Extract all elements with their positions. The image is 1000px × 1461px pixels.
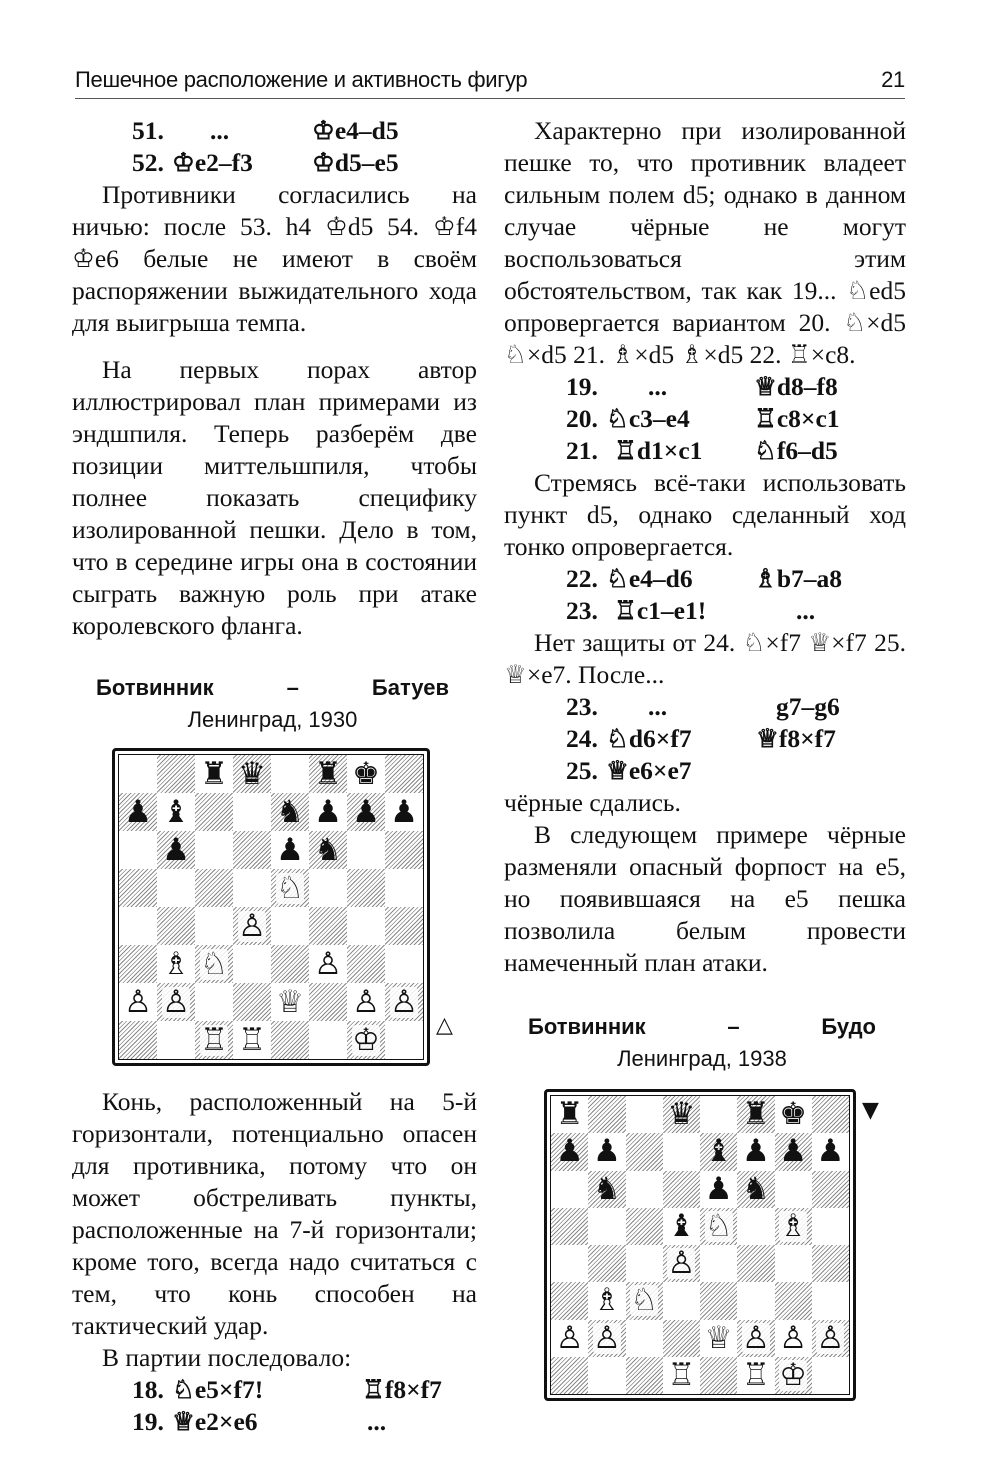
square-h6 bbox=[385, 831, 423, 869]
white-knight-icon: ♘ bbox=[630, 1282, 659, 1319]
square-h1 bbox=[812, 1357, 849, 1394]
black-move: g7–g6 bbox=[776, 692, 840, 721]
square-h5 bbox=[812, 1208, 849, 1245]
chapter-title: Пешечное расположение и активность фигур bbox=[75, 67, 528, 92]
square-g7 bbox=[347, 793, 385, 831]
square-e2 bbox=[700, 1320, 737, 1357]
square-d4 bbox=[663, 1245, 700, 1282]
square-h3 bbox=[812, 1282, 849, 1319]
move-row bbox=[566, 435, 906, 467]
white-pawn-icon: ♙ bbox=[352, 983, 380, 1020]
square-a3 bbox=[119, 945, 157, 983]
game-place: Ленинград, 1938 bbox=[617, 1046, 787, 1071]
black-rook-icon: ♜ bbox=[555, 1096, 584, 1133]
paragraph: Конь, расположенный на 5-й горизонтали, потенциально опасен для противника, потому что он может обстреливать пункты, расположенные на 7-й горизонтали; кроме того, всегда надо считаться с тем, что конь способен на тактический удар. bbox=[72, 1087, 477, 1340]
white-pawn-icon: ♙ bbox=[741, 1319, 770, 1356]
move-list bbox=[504, 563, 906, 627]
square-b8 bbox=[588, 1096, 625, 1133]
white-pawn-icon: ♙ bbox=[390, 983, 418, 1020]
white-queen-icon: ♕ bbox=[704, 1319, 733, 1356]
white-pawn-icon: ♙ bbox=[592, 1319, 621, 1356]
black-king-icon: ♚ bbox=[352, 755, 380, 792]
move-number: 19. bbox=[566, 372, 598, 401]
square-f7 bbox=[737, 1133, 774, 1170]
square-b1 bbox=[588, 1357, 625, 1394]
white-king-icon: ♔ bbox=[352, 1021, 380, 1058]
white-move: ♖d1×c1 bbox=[614, 436, 703, 465]
square-h1 bbox=[385, 1021, 423, 1059]
paragraph: чёрные сдались. bbox=[504, 788, 681, 817]
black-move: ♕f8×f7 bbox=[756, 724, 836, 753]
square-d5 bbox=[663, 1208, 700, 1245]
white-bishop-icon: ♗ bbox=[592, 1282, 621, 1319]
black-knight-icon: ♞ bbox=[314, 831, 342, 868]
white-pawn-icon: ♙ bbox=[314, 945, 342, 982]
square-a7 bbox=[551, 1133, 588, 1170]
move-list bbox=[72, 115, 477, 179]
move-list bbox=[504, 371, 906, 467]
white-move: ♘e5×f7! bbox=[172, 1375, 264, 1404]
black-pawn-icon: ♟ bbox=[314, 793, 342, 830]
white-knight-icon: ♘ bbox=[704, 1207, 733, 1244]
square-a1 bbox=[119, 1021, 157, 1059]
square-g6 bbox=[347, 831, 385, 869]
black-bishop-icon: ♝ bbox=[704, 1133, 733, 1170]
square-h4 bbox=[385, 907, 423, 945]
black-move: ♔d5–e5 bbox=[312, 148, 399, 177]
square-d3 bbox=[663, 1282, 700, 1319]
black-move: ♔e4–d5 bbox=[312, 116, 399, 145]
square-a5 bbox=[551, 1208, 588, 1245]
paragraph: Противники согласились на ничью: после 53. h4 ♔d5 54. ♔f4 ♔e6 белые не имеют в своём распоряжении выжидательного хода для выигрыша темпа. bbox=[72, 180, 477, 337]
square-f1 bbox=[737, 1357, 774, 1394]
move-row bbox=[566, 563, 906, 595]
black-rook-icon: ♜ bbox=[314, 755, 342, 792]
move-row bbox=[132, 1374, 477, 1406]
square-g5 bbox=[775, 1208, 812, 1245]
white-move: ♖c1–e1! bbox=[614, 596, 707, 625]
black-queen-icon: ♛ bbox=[238, 755, 266, 792]
square-d3 bbox=[233, 945, 271, 983]
white-move: ... bbox=[648, 692, 668, 721]
move-list bbox=[72, 1374, 477, 1438]
black-pawn-icon: ♟ bbox=[276, 831, 304, 868]
black-pawn-icon: ♟ bbox=[779, 1133, 808, 1170]
black-move: ♖f8×f7 bbox=[362, 1375, 442, 1404]
move-number: 23. bbox=[566, 692, 598, 721]
square-d5 bbox=[233, 869, 271, 907]
white-pawn-icon: ♙ bbox=[667, 1245, 696, 1282]
square-h2 bbox=[385, 983, 423, 1021]
square-d4 bbox=[233, 907, 271, 945]
square-c7 bbox=[626, 1133, 663, 1170]
white-to-move-marker: △ bbox=[436, 1013, 453, 1038]
paragraph: Нет защиты от 24. ♘×f7 ♕×f7 25. ♕×e7. После... bbox=[504, 628, 906, 689]
black-pawn-icon: ♟ bbox=[592, 1133, 621, 1170]
square-f7 bbox=[309, 793, 347, 831]
move-row bbox=[566, 755, 906, 787]
black-move: ... bbox=[796, 596, 816, 625]
paragraph: В следующем примере чёрные разменяли опасный форпост на e5, но появившаяся на e5 пешка позволила белым провести намеченный план атаки. bbox=[504, 820, 906, 977]
square-a2 bbox=[119, 983, 157, 1021]
square-b7 bbox=[588, 1133, 625, 1170]
square-b4 bbox=[588, 1245, 625, 1282]
black-bishop-icon: ♝ bbox=[162, 793, 190, 830]
square-f4 bbox=[737, 1245, 774, 1282]
square-f3 bbox=[737, 1282, 774, 1319]
square-b8 bbox=[157, 755, 195, 793]
square-g5 bbox=[347, 869, 385, 907]
move-number: 51. bbox=[132, 116, 164, 145]
move-number: 20. bbox=[566, 404, 598, 433]
white-move: ♘d6×f7 bbox=[606, 724, 692, 753]
white-rook-icon: ♖ bbox=[741, 1356, 770, 1393]
square-g4 bbox=[347, 907, 385, 945]
square-c3 bbox=[195, 945, 233, 983]
square-c7 bbox=[195, 793, 233, 831]
white-rook-icon: ♖ bbox=[667, 1356, 696, 1393]
black-move: ... bbox=[367, 1407, 387, 1436]
square-f4 bbox=[309, 907, 347, 945]
dash: – bbox=[727, 1014, 740, 1039]
square-c3 bbox=[626, 1282, 663, 1319]
board-grid bbox=[550, 1095, 850, 1395]
dash: – bbox=[286, 675, 299, 700]
square-h2 bbox=[812, 1320, 849, 1357]
square-h8 bbox=[812, 1096, 849, 1133]
square-g7 bbox=[775, 1133, 812, 1170]
chess-diagram bbox=[544, 1089, 856, 1401]
square-b4 bbox=[157, 907, 195, 945]
square-e6 bbox=[700, 1171, 737, 1208]
square-g6 bbox=[775, 1171, 812, 1208]
square-b5 bbox=[157, 869, 195, 907]
square-f6 bbox=[309, 831, 347, 869]
black-player: Будо bbox=[821, 1014, 876, 1039]
square-e1 bbox=[700, 1357, 737, 1394]
move-row bbox=[132, 115, 477, 147]
white-move: ... bbox=[648, 372, 668, 401]
square-c5 bbox=[195, 869, 233, 907]
square-c8 bbox=[626, 1096, 663, 1133]
square-a8 bbox=[119, 755, 157, 793]
paragraph: Характерно при изолированной пешке то, что противник владеет сильным полем d5; однако в данном случае чёрные не могут воспользоваться этим обстоятельством, так как 19... ♘ed5 опровергается вариантом 20. ♘×d5 ♘×d5 21. ♗×d5 ♗×d5 22. ♖×c8. bbox=[504, 116, 906, 369]
square-f3 bbox=[309, 945, 347, 983]
square-f2 bbox=[737, 1320, 774, 1357]
square-c4 bbox=[195, 907, 233, 945]
move-number: 21. bbox=[566, 436, 598, 465]
running-header bbox=[75, 64, 905, 99]
black-knight-icon: ♞ bbox=[741, 1170, 770, 1207]
square-e4 bbox=[271, 907, 309, 945]
square-d8 bbox=[233, 755, 271, 793]
black-move: ♖c8×c1 bbox=[754, 404, 840, 433]
black-pawn-icon: ♟ bbox=[704, 1170, 733, 1207]
black-pawn-icon: ♟ bbox=[390, 793, 418, 830]
square-f5 bbox=[737, 1208, 774, 1245]
square-a2 bbox=[551, 1320, 588, 1357]
white-rook-icon: ♖ bbox=[200, 1021, 228, 1058]
white-pawn-icon: ♙ bbox=[124, 983, 152, 1020]
black-rook-icon: ♜ bbox=[200, 755, 228, 792]
square-e3 bbox=[700, 1282, 737, 1319]
black-pawn-icon: ♟ bbox=[816, 1133, 845, 1170]
square-b1 bbox=[157, 1021, 195, 1059]
square-e7 bbox=[271, 793, 309, 831]
black-knight-icon: ♞ bbox=[592, 1170, 621, 1207]
move-row bbox=[132, 147, 477, 179]
square-d6 bbox=[233, 831, 271, 869]
square-a4 bbox=[119, 907, 157, 945]
square-b3 bbox=[157, 945, 195, 983]
square-c2 bbox=[195, 983, 233, 1021]
square-c1 bbox=[195, 1021, 233, 1059]
square-g3 bbox=[775, 1282, 812, 1319]
game-place: Ленинград, 1930 bbox=[187, 707, 358, 732]
square-e5 bbox=[700, 1208, 737, 1245]
square-g2 bbox=[347, 983, 385, 1021]
white-player: Ботвинник bbox=[96, 675, 214, 700]
black-move: ♗b7–a8 bbox=[754, 564, 843, 593]
move-number: 52. bbox=[132, 148, 164, 177]
white-player: Ботвинник bbox=[528, 1014, 646, 1039]
move-row bbox=[566, 595, 906, 627]
move-row bbox=[132, 1406, 477, 1438]
square-f2 bbox=[309, 983, 347, 1021]
white-move: ♘e4–d6 bbox=[606, 564, 693, 593]
square-e6 bbox=[271, 831, 309, 869]
square-b3 bbox=[588, 1282, 625, 1319]
square-h7 bbox=[385, 793, 423, 831]
square-a8 bbox=[551, 1096, 588, 1133]
move-number: 25. bbox=[566, 756, 598, 785]
white-knight-icon: ♘ bbox=[200, 945, 228, 982]
white-move: ♔e2–f3 bbox=[172, 148, 253, 177]
square-g8 bbox=[775, 1096, 812, 1133]
square-d1 bbox=[233, 1021, 271, 1059]
square-c5 bbox=[626, 1208, 663, 1245]
move-row bbox=[566, 723, 906, 755]
white-bishop-icon: ♗ bbox=[162, 945, 190, 982]
board-grid bbox=[118, 754, 424, 1060]
white-pawn-icon: ♙ bbox=[238, 907, 266, 944]
paragraph: Стремясь всё-таки использовать пункт d5, однако сделанный ход тонко опровергается. bbox=[504, 468, 906, 561]
square-g1 bbox=[775, 1357, 812, 1394]
left-column bbox=[72, 115, 477, 1438]
square-c2 bbox=[626, 1320, 663, 1357]
square-b2 bbox=[588, 1320, 625, 1357]
square-d1 bbox=[663, 1357, 700, 1394]
square-c6 bbox=[195, 831, 233, 869]
square-e8 bbox=[271, 755, 309, 793]
paragraph: На первых порах автор иллюстрировал план примерами из эндшпиля. Теперь разберём две позиции миттельшпиля, чтобы полнее показать специфику изолированной пешки. Дело в том, что в середине игры она в состоянии сыграть важную роль при атаке королевского фланга. bbox=[72, 355, 477, 640]
move-number: 18. bbox=[132, 1375, 164, 1404]
square-e1 bbox=[271, 1021, 309, 1059]
move-number: 24. bbox=[566, 724, 598, 753]
square-f8 bbox=[737, 1096, 774, 1133]
white-move: ♘c3–e4 bbox=[606, 404, 690, 433]
right-column bbox=[504, 115, 906, 1401]
move-row bbox=[566, 371, 906, 403]
black-pawn-icon: ♟ bbox=[555, 1133, 584, 1170]
black-rook-icon: ♜ bbox=[741, 1096, 770, 1133]
square-a7 bbox=[119, 793, 157, 831]
square-c1 bbox=[626, 1357, 663, 1394]
white-queen-icon: ♕ bbox=[276, 983, 304, 1020]
move-number: 23. bbox=[566, 596, 598, 625]
square-d8 bbox=[663, 1096, 700, 1133]
square-h6 bbox=[812, 1171, 849, 1208]
square-f5 bbox=[309, 869, 347, 907]
square-a3 bbox=[551, 1282, 588, 1319]
black-pawn-icon: ♟ bbox=[352, 793, 380, 830]
square-b2 bbox=[157, 983, 195, 1021]
square-d7 bbox=[663, 1133, 700, 1170]
square-d2 bbox=[233, 983, 271, 1021]
square-e4 bbox=[700, 1245, 737, 1282]
square-h7 bbox=[812, 1133, 849, 1170]
square-c8 bbox=[195, 755, 233, 793]
square-h8 bbox=[385, 755, 423, 793]
square-d6 bbox=[663, 1171, 700, 1208]
square-a6 bbox=[119, 831, 157, 869]
black-pawn-icon: ♟ bbox=[162, 831, 190, 868]
game-header bbox=[72, 672, 477, 736]
page-number: 21 bbox=[881, 67, 905, 92]
white-move: ♕e2×e6 bbox=[172, 1407, 258, 1436]
white-pawn-icon: ♙ bbox=[555, 1319, 584, 1356]
square-a5 bbox=[119, 869, 157, 907]
move-row bbox=[566, 403, 906, 435]
square-e5 bbox=[271, 869, 309, 907]
move-list bbox=[504, 691, 906, 787]
square-b6 bbox=[588, 1171, 625, 1208]
move-number: 19. bbox=[132, 1407, 164, 1436]
black-knight-icon: ♞ bbox=[276, 793, 304, 830]
square-h4 bbox=[812, 1245, 849, 1282]
square-b6 bbox=[157, 831, 195, 869]
square-a4 bbox=[551, 1245, 588, 1282]
black-king-icon: ♚ bbox=[779, 1096, 808, 1133]
black-player: Батуев bbox=[371, 675, 449, 700]
square-g2 bbox=[775, 1320, 812, 1357]
square-h3 bbox=[385, 945, 423, 983]
square-d7 bbox=[233, 793, 271, 831]
square-e7 bbox=[700, 1133, 737, 1170]
square-d2 bbox=[663, 1320, 700, 1357]
square-g3 bbox=[347, 945, 385, 983]
white-king-icon: ♔ bbox=[779, 1356, 808, 1393]
square-g1 bbox=[347, 1021, 385, 1059]
chess-diagram bbox=[112, 748, 430, 1066]
black-pawn-icon: ♟ bbox=[741, 1133, 770, 1170]
square-b5 bbox=[588, 1208, 625, 1245]
square-b7 bbox=[157, 793, 195, 831]
square-h5 bbox=[385, 869, 423, 907]
square-f6 bbox=[737, 1171, 774, 1208]
black-move: ♕d8–f8 bbox=[754, 372, 838, 401]
move-row bbox=[566, 691, 906, 723]
white-pawn-icon: ♙ bbox=[162, 983, 190, 1020]
square-f1 bbox=[309, 1021, 347, 1059]
move-number: 22. bbox=[566, 564, 598, 593]
white-rook-icon: ♖ bbox=[238, 1021, 266, 1058]
white-move: ... bbox=[210, 116, 230, 145]
square-e8 bbox=[700, 1096, 737, 1133]
square-c4 bbox=[626, 1245, 663, 1282]
white-knight-icon: ♘ bbox=[276, 869, 304, 906]
white-pawn-icon: ♙ bbox=[816, 1319, 845, 1356]
black-to-move-marker: ▼ bbox=[862, 1098, 879, 1123]
black-move: ♘f6–d5 bbox=[754, 436, 838, 465]
square-c6 bbox=[626, 1171, 663, 1208]
square-f8 bbox=[309, 755, 347, 793]
square-g8 bbox=[347, 755, 385, 793]
square-a1 bbox=[551, 1357, 588, 1394]
game-header bbox=[504, 1011, 906, 1075]
white-move: ♕e6×e7 bbox=[606, 756, 692, 785]
square-e3 bbox=[271, 945, 309, 983]
white-bishop-icon: ♗ bbox=[779, 1207, 808, 1244]
square-g4 bbox=[775, 1245, 812, 1282]
paragraph: В партии последовало: bbox=[102, 1343, 352, 1372]
square-e2 bbox=[271, 983, 309, 1021]
black-queen-icon: ♛ bbox=[667, 1096, 696, 1133]
black-pawn-icon: ♟ bbox=[124, 793, 152, 830]
square-a6 bbox=[551, 1171, 588, 1208]
black-bishop-icon: ♝ bbox=[667, 1207, 696, 1244]
white-pawn-icon: ♙ bbox=[779, 1319, 808, 1356]
